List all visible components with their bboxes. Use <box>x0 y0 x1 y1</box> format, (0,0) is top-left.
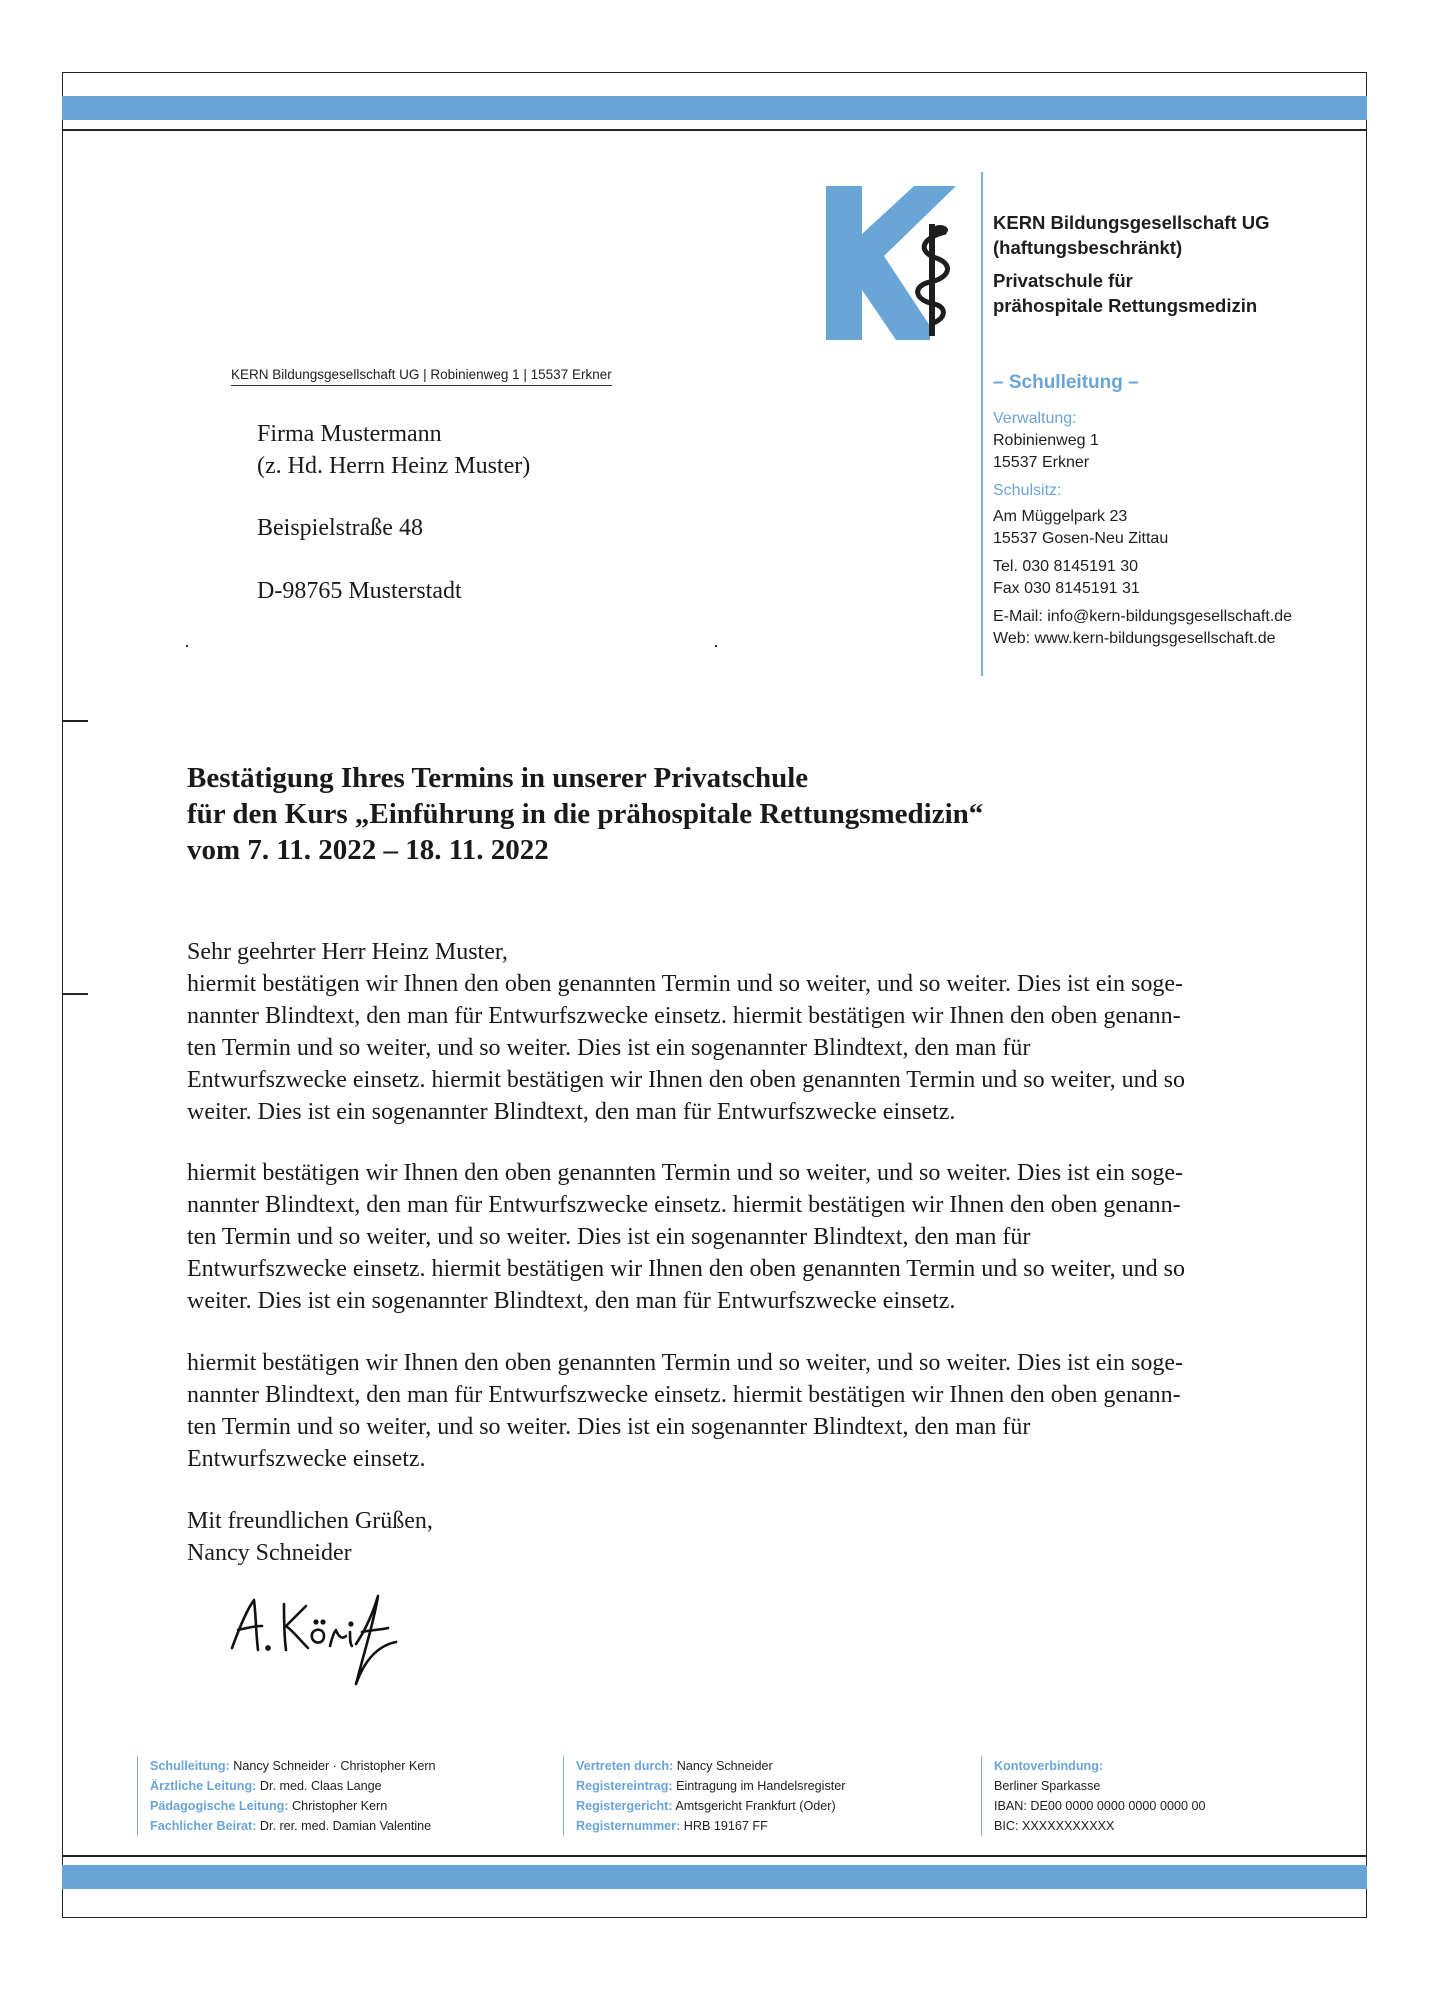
text-line: hiermit bestätigen wir Ihnen den oben genannten Termin und so weiter, und so weiter. Dies ist ein soge- <box>187 1350 1184 1376</box>
header-band <box>62 96 1367 120</box>
text-line: hiermit bestätigen wir Ihnen den oben genannten Termin und so weiter, und so weiter. Dies ist ein soge- <box>187 1160 1184 1186</box>
recipient-street: Beispielstraße 48 <box>257 515 423 541</box>
footer-label: Registereintrag: <box>576 1779 673 1793</box>
letterhead-divider <box>981 172 983 676</box>
text-line: ten Termin und so weiter, und so weiter. Dies ist ein sogenannter Blindtext, den man für <box>187 1035 1031 1061</box>
footer-value: Nancy Schneider · Christopher Kern <box>229 1759 436 1773</box>
recipient-company: Firma Mustermann <box>257 421 442 447</box>
footer-label: Pädagogische Leitung: <box>150 1799 289 1813</box>
footer-column-bank <box>981 1756 1205 1836</box>
bank-name: Berliner Sparkasse <box>994 1779 1101 1793</box>
contact-block <box>993 408 1292 650</box>
punch-mark <box>62 993 88 995</box>
footer-value: Eintragung im Handelsregister <box>672 1779 846 1793</box>
fold-mark-upper <box>62 720 88 722</box>
text-line: weiter. Dies ist ein sogenannter Blindtext, den man für Entwurfszwecke einsetz. <box>187 1099 956 1125</box>
paragraph-3 <box>187 1347 1287 1475</box>
subject-line: Bestätigung Ihres Termins in unserer Privatschule <box>187 762 809 794</box>
text-line: ten Termin und so weiter, und so weiter. Dies ist ein sogenannter Blindtext, den man für <box>187 1224 1031 1250</box>
email-link[interactable]: E-Mail: info@kern-bildungsgesellschaft.de <box>993 608 1293 625</box>
kern-logo-icon <box>826 186 962 340</box>
footer-label: Ärztliche Leitung: <box>150 1779 257 1793</box>
footer-entry <box>150 1816 436 1836</box>
footer-label: Schulleitung: <box>150 1759 230 1773</box>
recipient-attention: (z. Hd. Herrn Heinz Muster) <box>257 453 531 479</box>
footer-entry <box>576 1756 845 1776</box>
footer-label: Kontoverbindung: <box>994 1759 1104 1773</box>
signer-name: Nancy Schneider <box>187 1540 352 1566</box>
footer-entry <box>576 1796 845 1816</box>
footer-label: Fachlicher Beirat: <box>150 1819 257 1833</box>
company-legal-form: (haftungsbeschränkt) <box>993 237 1183 258</box>
footer-entry <box>576 1776 845 1796</box>
window-mark-left <box>186 645 188 647</box>
web-link[interactable]: Web: www.kern-bildungsgesellschaft.de <box>993 630 1276 647</box>
footer-rule <box>62 1855 1367 1857</box>
iban: IBAN: DE00 0000 0000 0000 0000 00 <box>994 1799 1206 1813</box>
footer-label: Vertreten durch: <box>576 1759 674 1773</box>
footer-label: Registergericht: <box>576 1799 673 1813</box>
text-line: nannter Blindtext, den man für Entwurfszwecke einsetz. hiermit bestätigen wir Ihnen den oben genann- <box>187 1192 1181 1218</box>
footer-label: Registernummer: <box>576 1819 681 1833</box>
admin-city: 15537 Erkner <box>993 454 1090 471</box>
seat-street: Am Müggelpark 23 <box>993 508 1128 525</box>
admin-label: Verwaltung: <box>993 410 1077 427</box>
footer-column-management <box>137 1756 436 1836</box>
footer-entry <box>576 1816 845 1836</box>
seat-city: 15537 Gosen-Neu Zittau <box>993 530 1169 547</box>
recipient-city: D-98765 Musterstadt <box>257 578 462 604</box>
footer-column-register <box>563 1756 845 1836</box>
footer-entry <box>150 1756 436 1776</box>
subject <box>187 760 983 868</box>
phone: Tel. 030 8145191 30 <box>993 558 1139 575</box>
footer-value: Dr. med. Claas Lange <box>256 1779 382 1793</box>
text-line: nannter Blindtext, den man für Entwurfszwecke einsetz. hiermit bestätigen wir Ihnen den oben genann- <box>187 1003 1181 1029</box>
footer-entry <box>150 1796 436 1816</box>
footer-value: Nancy Schneider <box>673 1759 773 1773</box>
paragraph-2 <box>187 1157 1287 1317</box>
footer-band <box>62 1865 1367 1889</box>
seat-label: Schulsitz: <box>993 482 1062 499</box>
school-name-line1: Privatschule für <box>993 270 1133 291</box>
paragraph-1 <box>187 968 1287 1128</box>
window-mark-right <box>715 645 717 647</box>
company-block <box>993 210 1270 318</box>
text-line: hiermit bestätigen wir Ihnen den oben genannten Termin und so weiter, und so weiter. Dies ist ein soge- <box>187 971 1184 997</box>
header-rule <box>62 129 1367 131</box>
text-line: ten Termin und so weiter, und so weiter. Dies ist ein sogenannter Blindtext, den man für <box>187 1414 1031 1440</box>
signature-image <box>228 1586 428 1696</box>
text-line: Entwurfszwecke einsetz. hiermit bestätigen wir Ihnen den oben genannten Termin und so weiter, und so <box>187 1256 1185 1282</box>
section-title: – Schulleitung – <box>993 372 1139 393</box>
school-name-line2: prähospitale Rettungsmedizin <box>993 295 1258 316</box>
text-line: Entwurfszwecke einsetz. <box>187 1446 426 1472</box>
sender-return-line: KERN Bildungsgesellschaft UG | Robinienweg 1 | 15537 Erkner <box>231 367 612 386</box>
fax: Fax 030 8145191 31 <box>993 580 1140 597</box>
subject-line: vom 7. 11. 2022 – 18. 11. 2022 <box>187 834 549 866</box>
text-line: weiter. Dies ist ein sogenannter Blindtext, den man für Entwurfszwecke einsetz. <box>187 1288 956 1314</box>
company-name: KERN Bildungsgesellschaft UG <box>993 212 1270 233</box>
footer-value: Amtsgericht Frankfurt (Oder) <box>672 1799 836 1813</box>
subject-line: für den Kurs „Einführung in die prähospitale Rettungsmedizin“ <box>187 798 984 830</box>
footer-entry <box>150 1776 436 1796</box>
text-line: Entwurfszwecke einsetz. hiermit bestätigen wir Ihnen den oben genannten Termin und so weiter, und so <box>187 1067 1185 1093</box>
text-line: nannter Blindtext, den man für Entwurfszwecke einsetz. hiermit bestätigen wir Ihnen den oben genann- <box>187 1382 1181 1408</box>
footer-value: HRB 19167 FF <box>680 1819 768 1833</box>
footer-value: Christopher Kern <box>288 1799 388 1813</box>
closing: Mit freundlichen Grüßen, <box>187 1508 433 1534</box>
footer-value: Dr. rer. med. Damian Valentine <box>256 1819 432 1833</box>
salutation: Sehr geehrter Herr Heinz Muster, <box>187 939 508 965</box>
admin-street: Robinienweg 1 <box>993 432 1099 449</box>
bic: BIC: XXXXXXXXXXX <box>994 1819 1115 1833</box>
